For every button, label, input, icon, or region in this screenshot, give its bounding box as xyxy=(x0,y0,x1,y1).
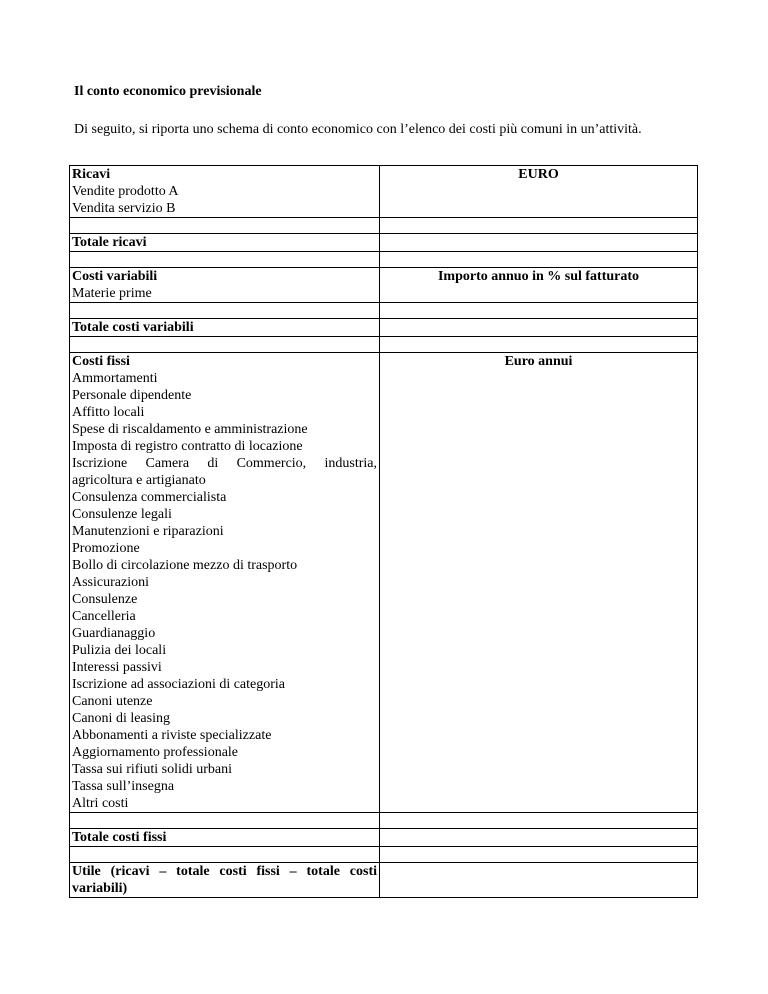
spacer-row xyxy=(70,218,698,234)
costi-variabili-item: Materie prime xyxy=(72,286,152,301)
costi-variabili-right-header: Importo annuo in % sul fatturato xyxy=(380,268,698,303)
costi-fissi-item: Canoni di leasing xyxy=(72,711,170,726)
costi-fissi-item: Consulenze legali xyxy=(72,507,172,522)
ricavi-cell xyxy=(70,166,380,218)
spacer-row xyxy=(70,847,698,863)
costi-fissi-item: Manutenzioni e riparazioni xyxy=(72,524,224,539)
costi-fissi-item: Iscrizione ad associazioni di categoria xyxy=(72,677,286,692)
ricavi-euro-header: EURO xyxy=(380,166,698,218)
document-title: Il conto economico previsionale xyxy=(74,84,262,99)
totale-costi-fissi-row xyxy=(70,829,698,847)
spacer-row xyxy=(70,813,698,829)
costi-fissi-item: Promozione xyxy=(72,541,140,556)
totale-costi-fissi-label: Totale costi fissi xyxy=(70,829,380,847)
costi-fissi-block xyxy=(70,353,698,813)
costi-fissi-item: Iscrizione Camera di Commercio, industria, agricoltura e artigianato xyxy=(72,456,377,488)
costi-fissi-item: Assicurazioni xyxy=(72,575,149,590)
totale-costi-variabili-row xyxy=(70,319,698,337)
totale-costi-variabili-label: Totale costi variabili xyxy=(70,319,380,337)
costi-variabili-header: Costi variabili xyxy=(72,269,158,284)
costi-fissi-item: Personale dipendente xyxy=(72,388,192,403)
utile-value xyxy=(380,863,698,898)
costi-fissi-item: Guardianaggio xyxy=(72,626,156,641)
utile-row xyxy=(70,863,698,898)
costi-fissi-item: Bollo di circolazione mezzo di trasporto xyxy=(72,558,298,573)
costi-fissi-cell xyxy=(70,353,380,813)
income-statement-table xyxy=(69,165,698,898)
costi-variabili-cell xyxy=(70,268,380,303)
totale-costi-fissi-value xyxy=(380,829,698,847)
costi-fissi-header: Costi fissi xyxy=(72,354,130,369)
costi-fissi-item: Aggiornamento professionale xyxy=(72,745,239,760)
costi-fissi-item: Pulizia dei locali xyxy=(72,643,167,658)
costi-fissi-item: Cancelleria xyxy=(72,609,136,624)
costi-fissi-item: Tassa sui rifiuti solidi urbani xyxy=(72,762,233,777)
ricavi-header: Ricavi xyxy=(72,167,111,182)
ricavi-block xyxy=(70,166,698,218)
costi-fissi-item: Imposta di registro contratto di locazione xyxy=(72,439,303,454)
costi-fissi-item: Ammortamenti xyxy=(72,371,158,386)
utile-label: Utile (ricavi – totale costi fissi – totale costi variabili) xyxy=(70,863,380,898)
costi-fissi-right-header: Euro annui xyxy=(380,353,698,813)
costi-fissi-item: Altri costi xyxy=(72,796,129,811)
costi-fissi-item: Abbonamenti a riviste specializzate xyxy=(72,728,272,743)
costi-fissi-item: Affitto locali xyxy=(72,405,145,420)
totale-costi-variabili-value xyxy=(380,319,698,337)
spacer-row xyxy=(70,303,698,319)
costi-fissi-item: Consulenze xyxy=(72,592,138,607)
ricavi-item: Vendita servizio B xyxy=(72,201,176,216)
costi-fissi-item: Tassa sull’insegna xyxy=(72,779,175,794)
spacer-row xyxy=(70,337,698,353)
costi-fissi-item: Consulenza commercialista xyxy=(72,490,227,505)
totale-ricavi-row xyxy=(70,234,698,252)
costi-fissi-item: Spese di riscaldamento e amministrazione xyxy=(72,422,308,437)
ricavi-item: Vendite prodotto A xyxy=(72,184,179,199)
costi-fissi-item: Interessi passivi xyxy=(72,660,162,675)
intro-paragraph: Di seguito, si riporta uno schema di conto economico con l’elenco dei costi più comuni in un’attività. xyxy=(74,122,642,137)
costi-variabili-block xyxy=(70,268,698,303)
costi-fissi-item: Canoni utenze xyxy=(72,694,153,709)
totale-ricavi-value xyxy=(380,234,698,252)
totale-ricavi-label: Totale ricavi xyxy=(70,234,380,252)
spacer-row xyxy=(70,252,698,268)
